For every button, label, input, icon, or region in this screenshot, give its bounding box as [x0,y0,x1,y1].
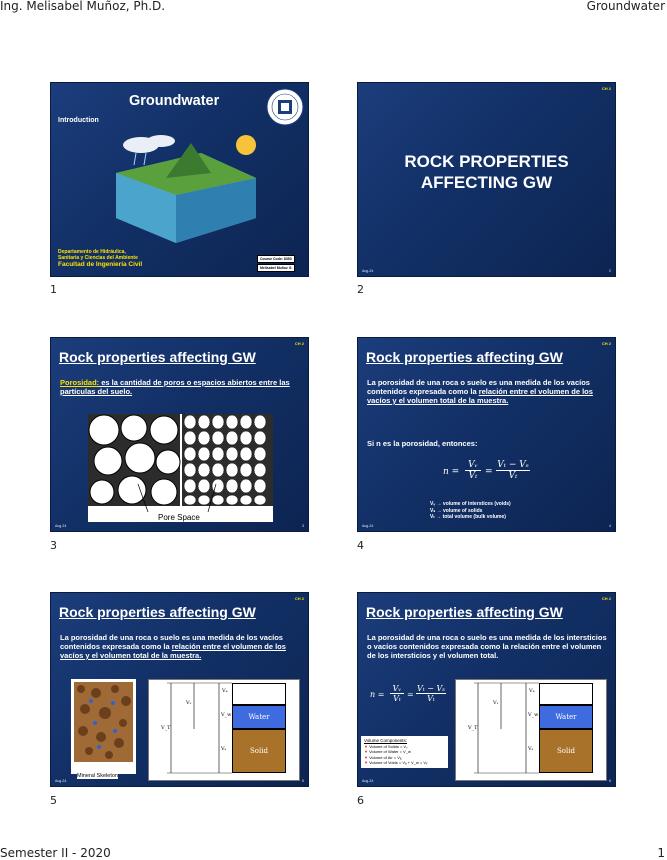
mineral-skeleton-image [71,679,136,774]
department-line-1: Departamento de Hidráulica, [58,249,126,255]
slide-title: Rock properties affecting GW [59,349,256,365]
title-line-2: AFFECTING GW [420,173,553,192]
solid-label: Solid [250,747,268,755]
mineral-skeleton-label: Mineral Skeleton [77,773,118,779]
bullet-icon: ▼ [364,743,370,749]
fraction-2-denominator: Vₜ [508,471,518,481]
vv-label: Vᵥ [186,700,192,706]
fraction-2 [496,460,530,481]
porosity-paragraph [367,378,612,405]
slide-date: Aug-24 [362,779,374,783]
variable-legend [430,501,511,521]
course-code-tag: Course Code: 8353 [257,255,295,263]
vt-label: V_T [468,725,478,731]
water-label: Water [248,713,270,721]
slide-page: 6 [609,779,611,783]
definition-body: es la cantidad de poros o espacios abiertos entre las partículas del suelo. [60,378,290,396]
vv-label: Vᵥ [493,700,499,706]
paragraph-text: La porosidad de una roca o suelo es una medida de los vacíos contenidos expresada como la [367,378,590,396]
water-label: Water [555,713,577,721]
slide-date: Aug-24 [55,524,67,528]
chapter-tag: CH 2 [601,86,611,91]
slide-title: Groundwater [129,93,220,109]
formula-lhs: n = [370,690,385,699]
slide-page: 4 [609,524,611,528]
phase-diagram [455,679,607,781]
slide-title: Rock properties affecting GW [59,604,256,620]
fraction-2-denominator: Vₜ [427,694,435,703]
slide-title: Rock properties affecting GW [366,349,563,365]
legend-item: Vᵥ → volume of interstices (voids) [430,501,511,507]
fraction-2 [416,684,446,703]
page-footer-number: 1 [657,846,665,860]
water-cycle-illustration [106,123,266,248]
va-label: Vₐ [529,688,535,694]
volume-component-text: Volume of Voids = Vₐ + V_w = Vᵥ [369,760,428,766]
volume-component-item [364,760,445,766]
phase-diagram [148,679,300,781]
porosity-paragraph: La porosidad de una roca o suelo es una medida de los intersticios o vacíos contenidos expresada como la relación entre el volumen de los intersticios y el volumen total. [367,633,607,660]
fraction-1-numerator: Vᵥ [390,684,404,694]
volume-component-text: Volume of Air = Vₐ [369,754,402,760]
author-tag: Melisabel Muñoz G. [257,264,295,272]
solid-label: Solid [557,747,575,755]
slide-4 [357,337,616,532]
porosity-paragraph [60,633,305,660]
fraction-1 [390,684,404,703]
slide-1 [50,82,309,277]
fraction-1-denominator: Vₜ [468,471,478,481]
term-label: Porosidad: [60,378,100,387]
slide-number-4: 4 [357,539,364,552]
bullet-icon: ▼ [364,760,370,766]
chapter-tag: CH 2 [294,596,304,601]
slide-date: Aug-24 [55,779,67,783]
pore-space-image [88,414,273,522]
definition-text [60,378,305,396]
slide-3 [50,337,309,532]
pore-space-label: Pore Space [158,513,200,522]
slide-page: 5 [302,779,304,783]
air-label: Air [253,689,265,698]
slide-number-6: 6 [357,794,364,807]
formula-equals: = [485,467,493,477]
volume-component-text: Volume of Water = V_w [369,749,411,755]
chapter-tag: CH 2 [601,596,611,601]
fraction-1-denominator: Vₜ [393,694,401,703]
air-label: Air [560,689,572,698]
fraction-1 [465,460,481,481]
va-label: Vₐ [222,688,228,694]
fraction-1-numerator: Vᵥ [465,460,481,471]
faculty-text: Facultad de Ingeniería Civil [58,261,143,268]
formula-lhs: n = [443,467,460,477]
vs-label: Vₛ [528,746,534,752]
department-text [58,249,138,261]
paragraph-emphasis: relación entre el volumen de los vacíos y el volumen total de la muestra. [60,642,286,660]
legend-item: Vₜ → total volume (bulk volume) [430,514,506,520]
slide-number-1: 1 [50,283,57,296]
slide-title [358,151,615,193]
vw-label: V_w [221,712,232,718]
page-footer-semester: Semester II - 2020 [0,846,111,860]
slide-date: Aug-24 [362,524,374,528]
vw-label: V_w [528,712,539,718]
slide-6 [357,592,616,787]
page-header-author: Ing. Melisabel Muñoz, Ph.D. [0,0,166,13]
page-header-subject: Groundwater [586,0,665,13]
dimension-lines [149,680,299,780]
bullet-icon: ▼ [364,754,370,760]
paragraph-emphasis: relación entre el volumen de los vacíos y el volumen total de la muestra. [367,387,593,405]
volume-components-box [361,736,448,768]
legend-item: Vₛ → volume of solids [430,507,483,514]
slide-date: Aug-24 [362,269,374,273]
slide-title: Rock properties affecting GW [366,604,563,620]
fraction-2-numerator: Vₜ − Vₛ [497,460,529,470]
volume-components-title: Volume Components: [364,738,408,743]
vs-label: Vₛ [221,746,227,752]
slide-subtitle: Introduction [58,117,99,124]
fraction-2-numerator: Vₜ − Vₛ [416,684,445,693]
slide-number-3: 3 [50,539,57,552]
slide-number-5: 5 [50,794,57,807]
volume-component-text: Volume of Solids = Vₛ [369,743,408,749]
formula-equals: = [407,690,414,699]
slide-number-2: 2 [357,283,364,296]
chapter-tag: CH 2 [294,341,304,346]
slide-page: 2 [609,269,611,273]
university-seal-logo [265,87,305,127]
vt-label: V_T [161,725,171,731]
paragraph-text: La porosidad de una roca o suelo es una medida de los vacíos contenidos expresada como la [60,633,283,651]
slide-5 [50,592,309,787]
dimension-lines [456,680,606,780]
title-line-1: ROCK PROPERTIES [404,152,569,171]
slide-2 [357,82,616,277]
department-line-2: Sanitaria y Ciencias del Ambiente [58,255,138,261]
chapter-tag: CH 2 [601,341,611,346]
porosity-intro: Si n es la porosidad, entonces: [367,439,478,448]
bullet-icon: ▼ [364,749,370,755]
slide-page: 3 [302,524,304,528]
